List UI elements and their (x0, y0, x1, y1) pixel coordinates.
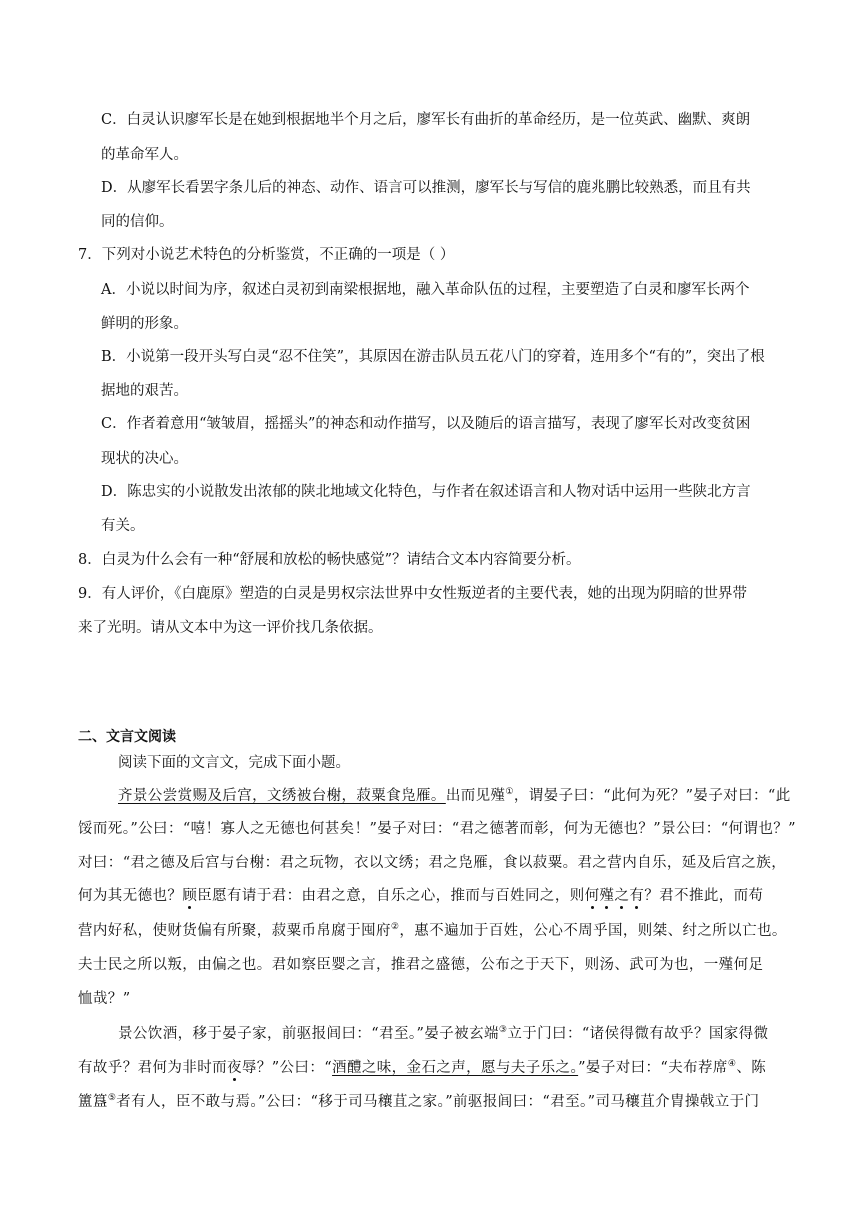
q6-option-d-line2: 同的信仰。 (101, 214, 174, 230)
q7-option-d-line2: 有关。 (101, 518, 145, 534)
passage-text: 臣愿有请于君：由君之意，自乐之心，推而与百姓同之，则 (197, 888, 585, 904)
passage-p1-line7: 恤哉？” (78, 991, 131, 1007)
q6-option-c-line1: C．白灵认识廖军长是在她到根据地半个月之后，廖军长有曲折的革命经历，是一位英武、幽默、爽朗 (101, 112, 751, 128)
dotted-char: 殣 (599, 888, 615, 904)
passage-text: 何为其无德也？ (78, 888, 183, 904)
footnote-marker-3: ③ (498, 1025, 508, 1036)
q7-option-d-line1: D．陈忠实的小说散发出浓郁的陕北地域文化特色，与作者在叙述语言和人物对话中运用一些陕北方言 (101, 484, 751, 500)
footnote-marker-2: ② (390, 922, 400, 933)
dotted-char: 之 (614, 888, 630, 904)
passage-text: 景公饮酒，移于晏子家，前驱报闾曰：“君至。”晏子被玄端 (118, 1026, 499, 1042)
q7-option-a-line1: A．小说以时间为序，叙述白灵初到南梁根据地，融入革命队伍的过程，主要塑造了白灵和廖军长两个 (101, 282, 750, 298)
passage-text: 营内好私，使财货偏有所聚，菽粟币帛腐于囤府 (78, 923, 391, 939)
q7-stem: 7．下列对小说艺术特色的分析鉴赏，不正确的一项是（ ） (78, 247, 455, 263)
passage-p1-line4 (78, 886, 763, 906)
q7-option-b-line1: B．小说第一段开头写白灵“忍不住笑”，其原因在游击队员五花八门的穿着，连用多个“有的”，突出了根 (101, 349, 765, 365)
q9-stem-line1: 9．有人评价，《白鹿原》塑造的白灵是男权宗法世界中女性叛逆者的主要代表，她的出现为阴暗的世界带 (78, 586, 747, 602)
footnote-marker-5: ⑤ (107, 1093, 117, 1104)
underlined-sentence-2: 酒醴之味，金石之声，愿与夫子乐之。 (332, 1060, 579, 1076)
passage-text: 出而见殣 (445, 788, 506, 804)
passage-text: ，惠不遍加于百姓，公心不周乎国，则桀、纣之所以亡也。 (399, 923, 787, 939)
q8-stem: 8．白灵为什么会有一种“舒展和放松的畅快感觉”？请结合文本内容简要分析。 (78, 552, 581, 568)
passage-text: 者有人，臣不敢与焉。”公曰：“移于司马穰苴之家。”前驱报闾曰：“君至。”司马穰苴介胄操戟立于门 (116, 1094, 760, 1110)
section-instruction: 阅读下面的文言文，完成下面小题。 (118, 755, 350, 771)
passage-p1-line3: 对曰：“君之德及后宫与台榭：君之玩物，衣以文绣；君之凫雁，食以菽粟。君之营内自乐，延及后宫之族， (78, 855, 787, 871)
passage-text: 有故乎？君何为非时而 (78, 1060, 227, 1076)
passage-text: ？君不推此，而苟 (644, 888, 764, 904)
footnote-marker-4: ④ (727, 1059, 737, 1070)
passage-p1-line5 (78, 921, 787, 941)
q6-option-c-line2: 的革命军人。 (101, 147, 188, 163)
passage-text: 立于门曰：“诸侯得微有故乎？国家得微 (507, 1026, 769, 1042)
q7-option-b-line2: 据地的艰苦。 (101, 383, 188, 399)
dotted-char: 有 (629, 888, 645, 904)
footnote-marker-1: ① (505, 787, 514, 798)
q9-stem-line2: 来了光明。请从文本中为这一评价找几条依据。 (78, 620, 383, 636)
passage-text: 、陈 (736, 1060, 767, 1076)
section-heading: 二、文言文阅读 (78, 729, 176, 745)
q6-option-d-line1: D．从廖军长看罢字条儿后的神态、动作、语言可以推测，廖军长与写信的鹿兆鹏比较熟悉，而且有共 (101, 180, 751, 196)
passage-p2-line3 (78, 1092, 759, 1112)
passage-p1-line1 (118, 786, 791, 806)
dotted-char-ye: 夜 (227, 1060, 242, 1076)
passage-p1-line6: 夫士民之所以叛，由偏之也。君如察臣婴之言，推君之盛德，公布之于天下，则汤、武可为也，一殣何足 (78, 957, 764, 973)
q7-option-a-line2: 鲜明的形象。 (101, 316, 188, 332)
underlined-sentence-1: 齐景公尝赏赐及后宫，文绣被台榭，菽粟食凫雁。 (118, 788, 446, 804)
passage-text: ，谓晏子曰：“此何为死？”晏子对曰：“此 (513, 788, 791, 804)
q7-option-c-line2: 现状的决心。 (101, 451, 188, 467)
passage-p2-line2 (78, 1058, 766, 1078)
dotted-char-gu: 顾 (182, 888, 198, 904)
passage-text: 簠簋 (78, 1094, 108, 1110)
dotted-char: 何 (584, 888, 600, 904)
passage-p2-line1 (118, 1024, 768, 1044)
q7-option-c-line1: C．作者着意用“皱皱眉，摇摇头”的神态和动作描写，以及随后的语言描写，表现了廖军长对改变贫困 (101, 416, 751, 432)
passage-text: ”晏子对曰：“夫布荐席 (578, 1060, 728, 1076)
passage-text: 辱？”公曰：“ (241, 1060, 333, 1076)
passage-p1-line2: 馁而死。”公曰：“嘻！寡人之无德也何甚矣！”晏子对曰：“君之德著而彰，何为无德也？”景公曰：“何谓也？” (78, 821, 796, 837)
